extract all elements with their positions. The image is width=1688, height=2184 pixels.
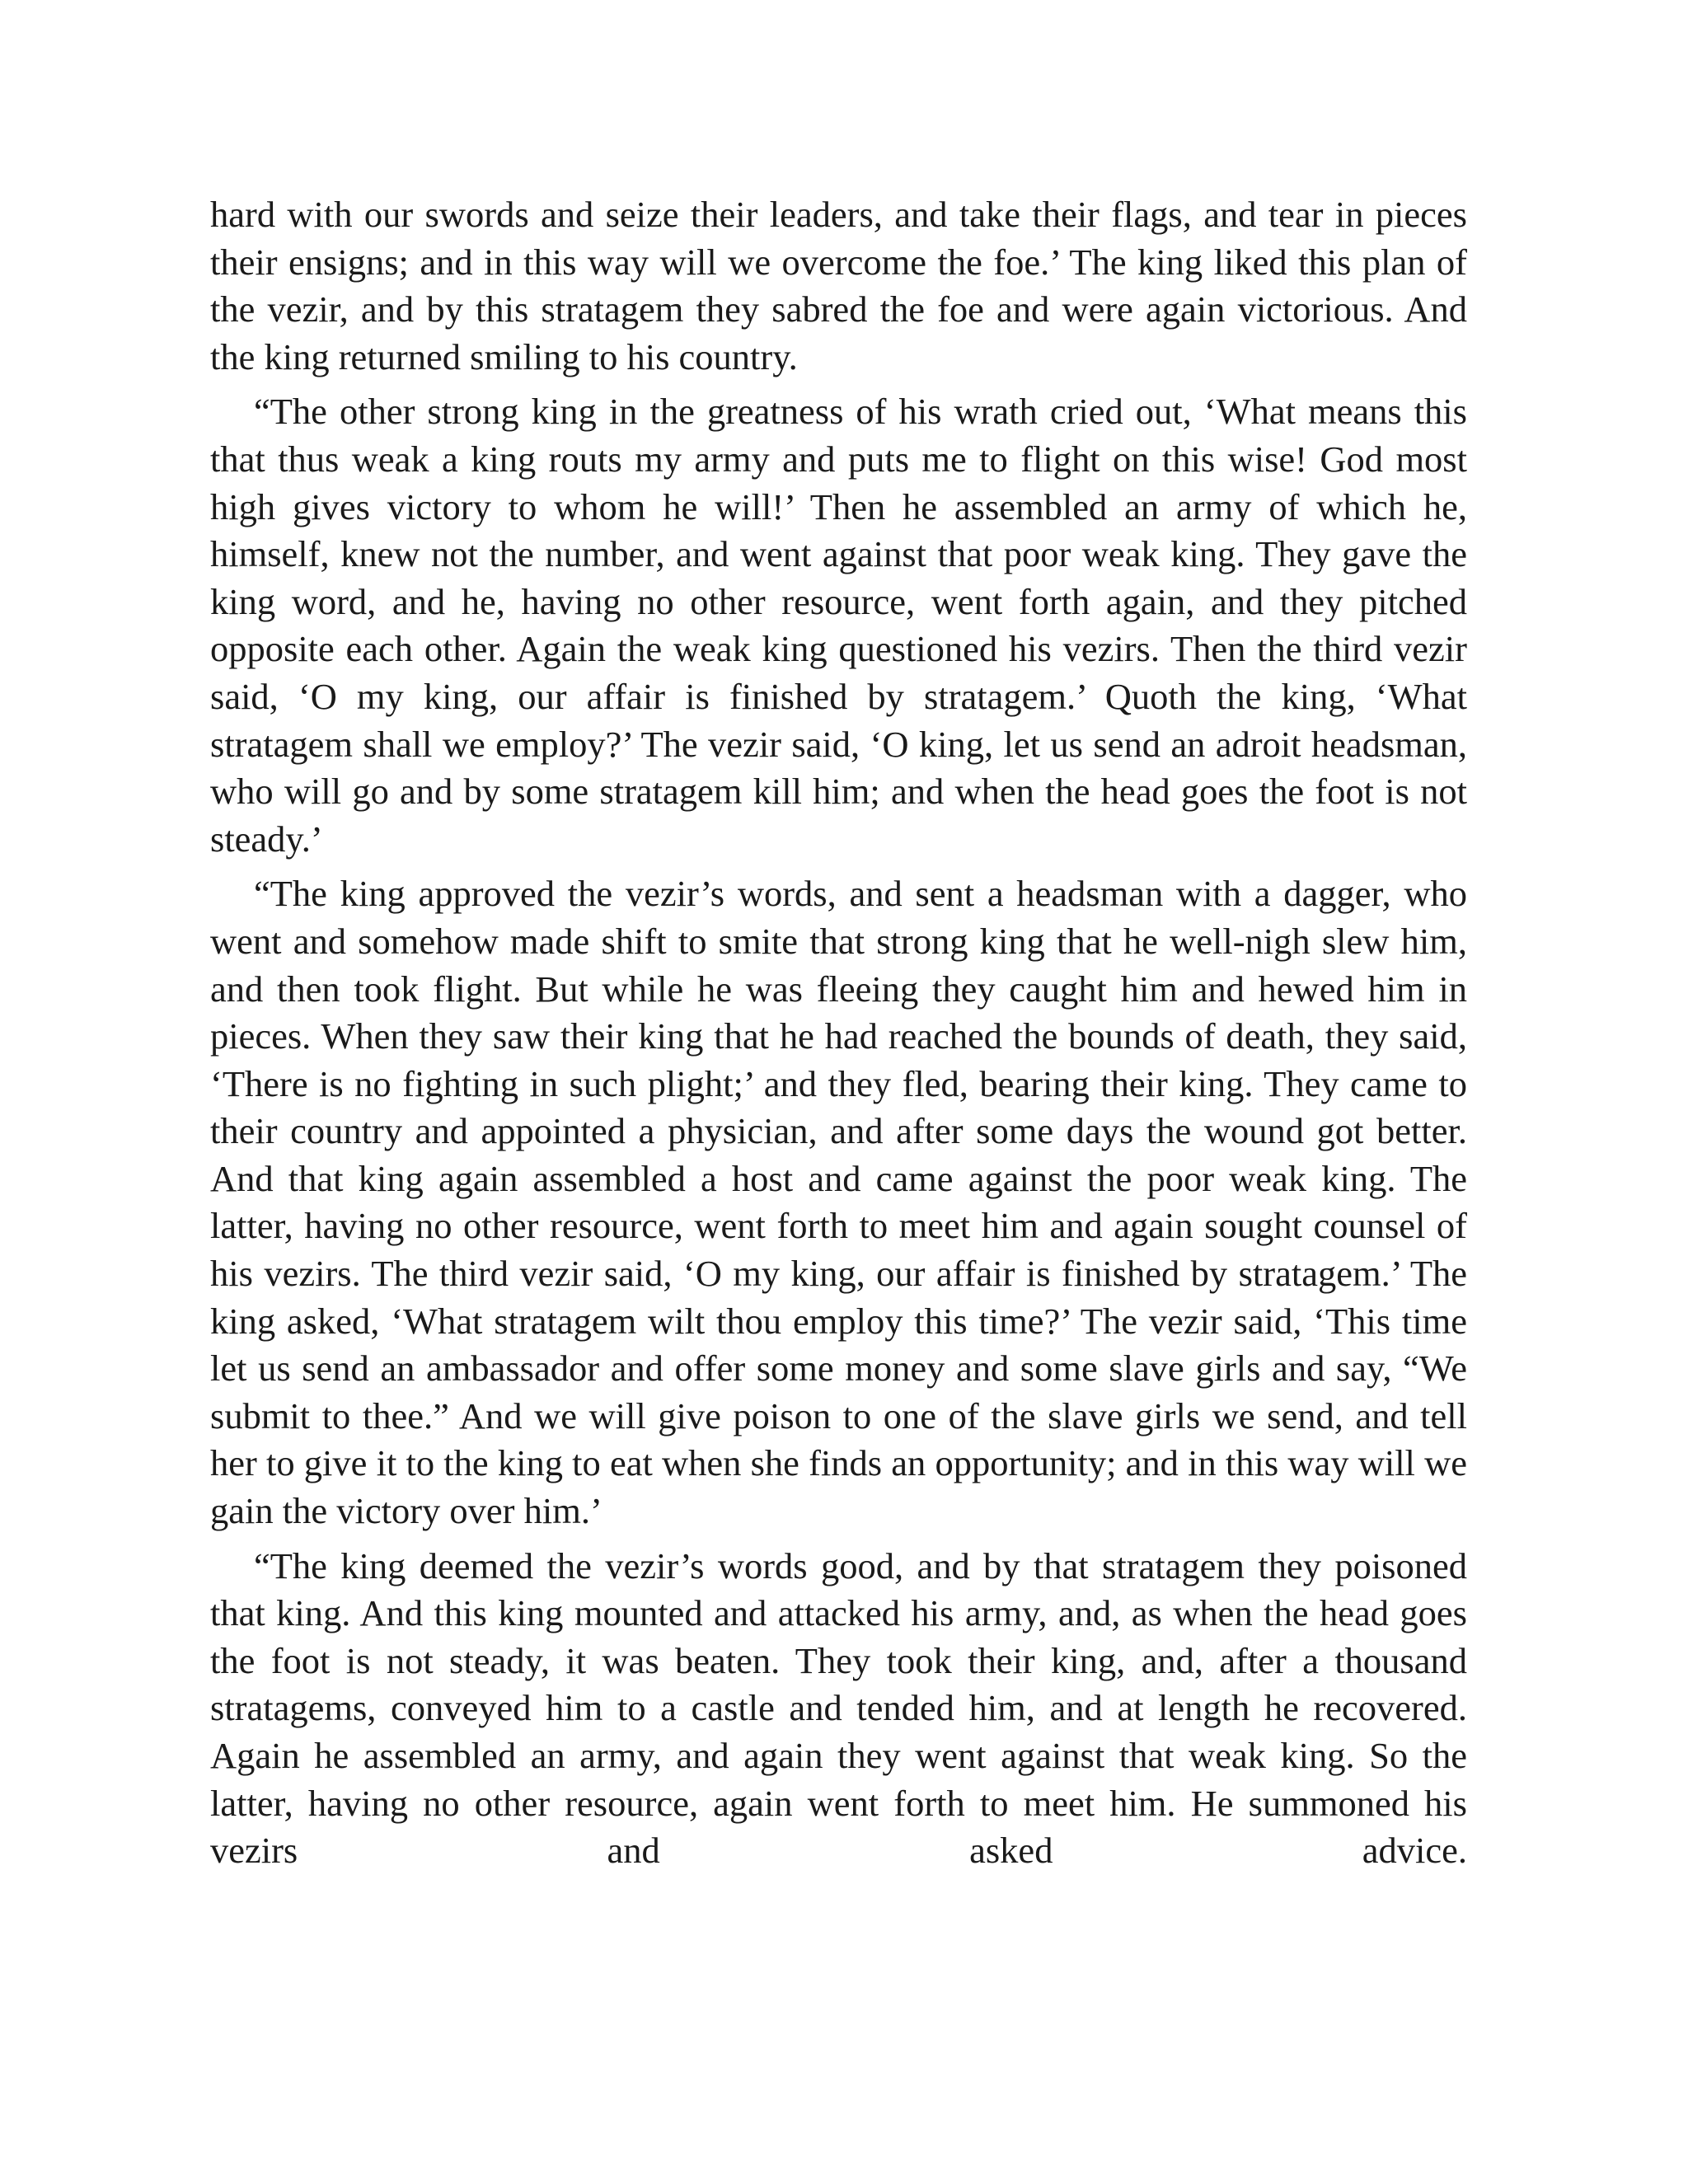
paragraph-3: “The king approved the vezir’s words, and sent a headsman with a dagger, who went and somehow made shift to smite that strong king that he well-nigh slew him, and then took flight. But while he was fleeing they caught him and hewed him in pieces. When they saw their king that he had reached the bounds of death, they said, ‘There is no fighting in such plight;’ and they fled, bearing their king. They came to their country and appointed a physician, and after some days the wound got better. And that king again assembled a host and came against the poor weak king. The latter, having no other resource, went forth to meet him and again sought counsel of his vezirs. The third vezir said, ‘O my king, our affair is finished by stratagem.’ The king asked, ‘What stratagem wilt thou employ this time?’ The vezir said, ‘This time let us send an ambassador and offer some money and some slave girls and say, “We submit to thee.” And we will give poison to one of the slave girls we send, and tell her to give it to the king to eat when she finds an opportunity; and in this way will we gain the victory over him.’ [210,873,1467,1532]
page-text-block [210,191,1467,1875]
paragraph-4: “The king deemed the vezir’s words good, and by that stratagem they poisoned that king. And this king mounted and attacked his army, and, as when the head goes the foot is not steady, it was beaten. They took their king, and, after a thousand stratagems, conveyed him to a castle and tended him, and at length he recovered. Again he assembled an army, and again they went against that weak king. So the latter, having no other resource, again went forth to meet him. He summoned his vezirs and asked advice. [210,1544,1467,1872]
paragraph-1: hard with our swords and seize their leaders, and take their flags, and tear in pieces their ensigns; and in this way will we overcome the foe.’ The king liked this plan of the vezir, and by this stratagem they sabred the foe and were again victorious. And the king returned smiling to his country. [210,194,1467,377]
paragraph-2: “The other strong king in the greatness of his wrath cried out, ‘What means this that thus weak a king routs my army and puts me to flight on this wise! God most high gives victory to whom he will!’ Then he assembled an army of which he, himself, knew not the number, and went against that poor weak king. They gave the king word, and he, having no other resource, went forth again, and they pitched opposite each other. Again the weak king questioned his vezirs. Then the third vezir said, ‘O my king, our affair is finished by stratagem.’ Quoth the king, ‘What stratagem shall we employ?’ The vezir said, ‘O king, let us send an adroit headsman, who will go and by some stratagem kill him; and when the head goes the foot is not steady.’ [210,391,1467,860]
